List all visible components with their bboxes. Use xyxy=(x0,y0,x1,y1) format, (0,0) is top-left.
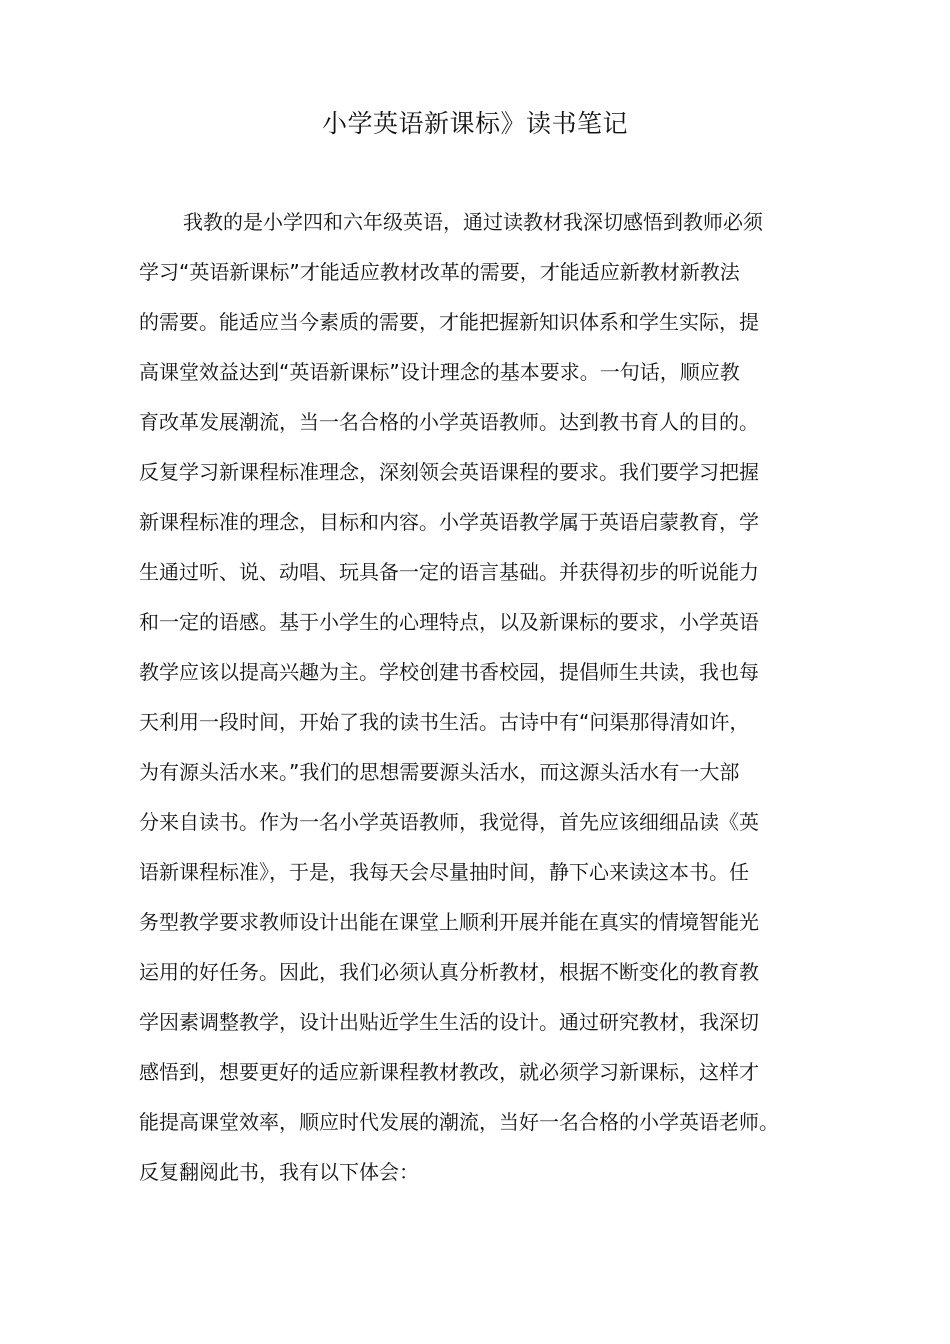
text-line: 反复翻阅此书，我有以下体会： xyxy=(139,1160,419,1184)
text-line: 语新课程标准》，于是，我每天会尽量抽时间，静下心来读这本书。任 xyxy=(139,860,749,884)
text-line: 学因素调整教学，设计出贴近学生生活的设计。通过研究教材，我深切 xyxy=(139,1010,759,1034)
text-line: 务型教学要求教师设计出能在课堂上顺利开展并能在真实的情境智能光 xyxy=(139,910,759,934)
text-line: 和一定的语感。基于小学生的心理特点，以及新课标的要求，小学英语 xyxy=(139,610,759,634)
text-line: 的需要。能适应当今素质的需要，才能把握新知识体系和学生实际，提 xyxy=(139,310,759,334)
text-line: 高课堂效益达到“英语新课标”设计理念的基本要求。一句话，顺应教 xyxy=(139,360,740,384)
text-line: 我教的是小学四和六年级英语，通过读教材我深切感悟到教师必须 xyxy=(183,210,763,234)
text-line: 学习“英语新课标”才能适应教材改革的需要，才能适应新教材新教法 xyxy=(139,260,740,284)
text-line: 生通过听、说、动唱、玩具备一定的语言基础。并获得初步的听说能力 xyxy=(139,560,759,584)
text-line: 感悟到，想要更好的适应新课程教材教改，就必须学习新课标，这样才 xyxy=(139,1060,759,1084)
body-paragraph xyxy=(139,204,839,1204)
text-line: 分来自读书。作为一名小学英语教师，我觉得，首先应该细细品读《英 xyxy=(139,810,759,834)
text-line: 运用的好任务。因此，我们必须认真分析教材，根据不断变化的教育教 xyxy=(139,960,759,984)
page-title: 小学英语新课标》读书笔记 xyxy=(321,109,628,138)
text-line: 能提高课堂效率，顺应时代发展的潮流，当好一名合格的小学英语老师。 xyxy=(139,1110,779,1134)
text-line: 育改革发展潮流，当一名合格的小学英语教师。达到教书育人的目的。 xyxy=(139,410,759,434)
text-line: 教学应该以提高兴趣为主。学校创建书香校园，提倡师生共读，我也每 xyxy=(139,660,759,684)
text-line: 反复学习新课程标准理念，深刻领会英语课程的要求。我们要学习把握 xyxy=(139,460,759,484)
text-line: 新课程标准的理念，目标和内容。小学英语教学属于英语启蒙教育，学 xyxy=(139,510,759,534)
text-line: 天利用一段时间，开始了我的读书生活。古诗中有“问渠那得清如许， xyxy=(139,710,750,734)
text-line: 为有源头活水来。”我们的思想需要源头活水，而这源头活水有一大部 xyxy=(139,760,740,784)
